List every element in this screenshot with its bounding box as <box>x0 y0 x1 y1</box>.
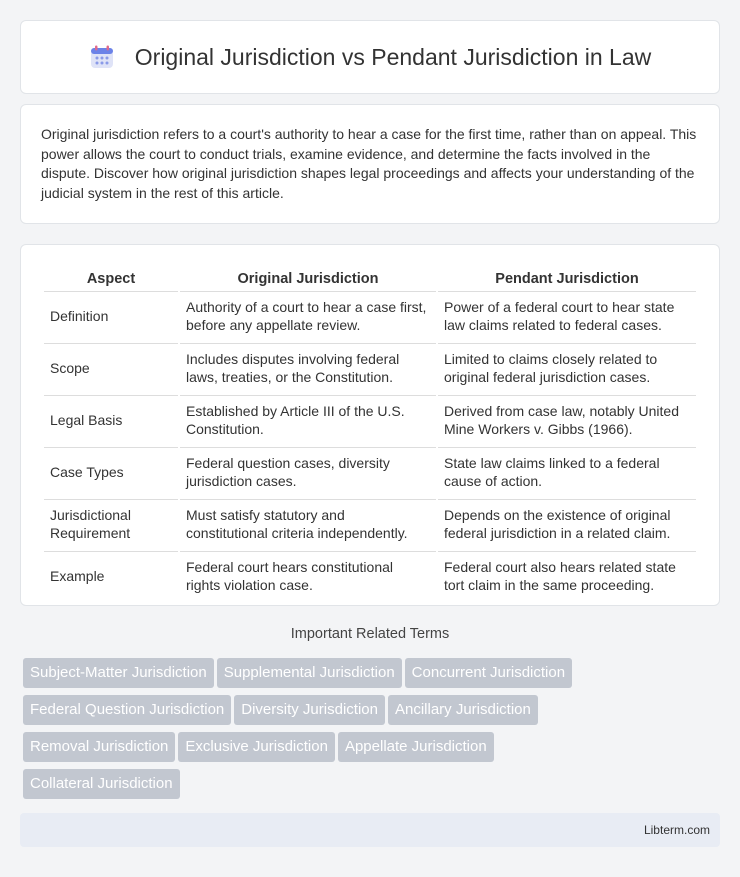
row-aspect: Legal Basis <box>44 395 178 445</box>
table-row <box>44 291 696 341</box>
table-row <box>44 551 696 601</box>
row-original: Includes disputes involving federal laws, treaties, or the Constitution. <box>180 343 436 393</box>
column-header-pendant: Pendant Jurisdiction <box>495 271 639 287</box>
related-term-tag[interactable]: Exclusive Jurisdiction <box>178 732 335 762</box>
row-aspect: Example <box>44 551 178 601</box>
related-term-tag[interactable]: Federal Question Jurisdiction <box>23 695 231 725</box>
footer-brand-link[interactable]: Libterm.com <box>643 823 710 837</box>
row-pendant: Federal court also hears related state tort claim in the same proceeding. <box>438 551 696 601</box>
column-header-aspect: Aspect <box>86 271 136 287</box>
row-original: Authority of a court to hear a case first, before any appellate review. <box>180 291 436 341</box>
header-card <box>20 20 720 94</box>
related-terms-title: Important Related Terms <box>290 626 450 642</box>
row-pendant: Power of a federal court to hear state law claims related to federal cases. <box>438 291 696 341</box>
comparison-table <box>42 265 698 603</box>
row-pendant: Derived from case law, notably United Mine Workers v. Gibbs (1966). <box>438 395 696 445</box>
table-header-row <box>44 267 696 289</box>
related-term-tag[interactable]: Appellate Jurisdiction <box>338 732 494 762</box>
row-aspect: Definition <box>44 291 178 341</box>
related-term-tag[interactable]: Removal Jurisdiction <box>23 732 175 762</box>
row-aspect: Case Types <box>44 447 178 497</box>
comparison-table-card <box>20 244 720 606</box>
row-pendant: State law claims linked to a federal cause of action. <box>438 447 696 497</box>
intro-text: Original jurisdiction refers to a court's authority to hear a case for the first time, rather than on appeal. This power allows the court to conduct trials, examine evidence, and determine the facts involved in the dispute. Discover how original jurisdiction shapes legal proceedings and affects your understanding of the judicial system in the rest of this article. <box>41 126 697 201</box>
related-term-tag[interactable]: Diversity Jurisdiction <box>234 695 385 725</box>
page-title: Original Jurisdiction vs Pendant Jurisdiction in Law <box>134 43 652 70</box>
row-aspect: Scope <box>44 343 178 393</box>
row-original: Federal court hears constitutional rights violation case. <box>180 551 436 601</box>
related-terms-list <box>23 658 723 806</box>
related-term-tag[interactable]: Collateral Jurisdiction <box>23 769 180 799</box>
table-row <box>44 395 696 445</box>
related-term-tag[interactable]: Ancillary Jurisdiction <box>388 695 538 725</box>
table-row <box>44 447 696 497</box>
related-term-tag[interactable]: Supplemental Jurisdiction <box>217 658 402 688</box>
row-aspect: Jurisdictional Requirement <box>44 499 178 549</box>
row-original: Federal question cases, diversity jurisdiction cases. <box>180 447 436 497</box>
related-term-tag[interactable]: Subject-Matter Jurisdiction <box>23 658 214 688</box>
row-original: Established by Article III of the U.S. Constitution. <box>180 395 436 445</box>
related-term-tag[interactable]: Concurrent Jurisdiction <box>405 658 572 688</box>
intro-card <box>20 104 720 224</box>
row-original: Must satisfy statutory and constitutional criteria independently. <box>180 499 436 549</box>
row-pendant: Limited to claims closely related to original federal jurisdiction cases. <box>438 343 696 393</box>
footer <box>20 813 720 847</box>
row-pendant: Depends on the existence of original federal jurisdiction in a related claim. <box>438 499 696 549</box>
calendar-icon <box>89 44 115 70</box>
table-row <box>44 343 696 393</box>
column-header-original: Original Jurisdiction <box>237 271 379 287</box>
table-row <box>44 499 696 549</box>
